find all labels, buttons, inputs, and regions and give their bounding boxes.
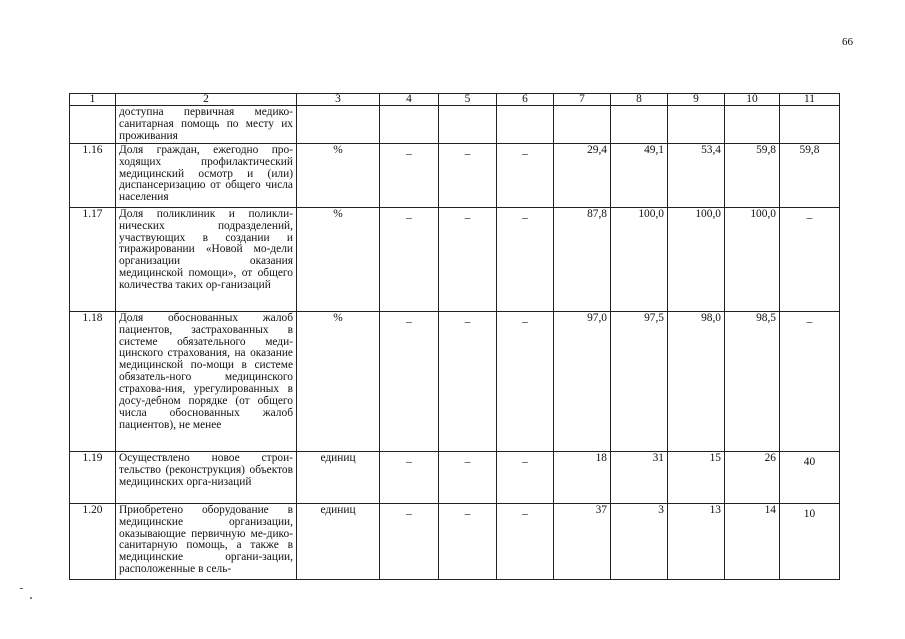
dash-mark: – — [406, 507, 412, 520]
dash-mark: – — [806, 211, 813, 224]
cell-value — [497, 106, 554, 144]
cell-value: 49,1 — [611, 143, 668, 207]
table-row — [70, 503, 840, 579]
cell-value — [725, 106, 780, 144]
cell-value — [439, 207, 497, 311]
cell-value — [497, 451, 554, 503]
indicator-code: 1.16 — [70, 143, 116, 207]
indicator-unit: % — [297, 143, 380, 207]
dash-mark: – — [406, 147, 412, 160]
dash-mark: – — [522, 147, 528, 160]
cell-value: 29,4 — [554, 143, 611, 207]
cell-value — [497, 311, 554, 451]
cell-value — [497, 503, 554, 579]
dash-mark: – — [806, 315, 813, 328]
table-row — [70, 311, 840, 451]
cell-value: 97,5 — [611, 311, 668, 451]
table-row — [70, 207, 840, 311]
cell-value — [380, 451, 439, 503]
dash-mark: 40 — [803, 455, 816, 468]
cell-value: 100,0 — [611, 207, 668, 311]
cell-value: 100,0 — [668, 207, 725, 311]
indicator-description: Осуществлено новое строи-тельство (реконструкция) объектов медицинских орга-низаций — [116, 451, 297, 503]
dash-mark: – — [522, 507, 528, 520]
indicator-description: Доля граждан, ежегодно про-ходящих профилактический медицинский осмотр и (или) диспансеризацию от общего числа населения — [116, 143, 297, 207]
cell-value — [668, 106, 725, 144]
cell-value: 59,8 — [725, 143, 780, 207]
indicator-code: 1.17 — [70, 207, 116, 311]
cell-value — [554, 106, 611, 144]
column-header: 1 — [70, 94, 116, 106]
column-header: 2 — [116, 94, 297, 106]
cell-value — [439, 503, 497, 579]
dash-mark: – — [464, 147, 471, 160]
indicator-code: 1.19 — [70, 451, 116, 503]
dash-mark: – — [406, 211, 412, 224]
indicator-description: Приобретено оборудование в медицинские организации, оказывающие первичную ме-дико-санитарную помощь, а также в медицинские органи-зации, расположенные в сель- — [116, 503, 297, 579]
cell-value: 3 — [611, 503, 668, 579]
indicators-table — [69, 93, 840, 580]
dash-mark: – — [464, 211, 471, 224]
cell-value — [611, 106, 668, 144]
cell-value — [439, 106, 497, 144]
page-number: 66 — [842, 36, 853, 48]
cell-value: 100,0 — [725, 207, 780, 311]
cell-value: 13 — [668, 503, 725, 579]
table-row — [70, 143, 840, 207]
dash-mark: – — [464, 315, 471, 328]
indicator-code — [70, 106, 116, 144]
indicator-unit — [297, 106, 380, 144]
cell-value — [439, 311, 497, 451]
cell-value — [780, 503, 840, 579]
cell-value: 18 — [554, 451, 611, 503]
scan-speck — [20, 588, 23, 589]
cell-value — [780, 311, 840, 451]
cell-value: 37 — [554, 503, 611, 579]
cell-value: 98,5 — [725, 311, 780, 451]
cell-value — [380, 143, 439, 207]
dash-mark: – — [522, 211, 528, 224]
column-header: 9 — [668, 94, 725, 106]
column-header: 4 — [380, 94, 439, 106]
dash-mark: – — [522, 315, 528, 328]
cell-value — [497, 207, 554, 311]
dash-mark: – — [406, 455, 412, 468]
cell-value — [439, 451, 497, 503]
column-header: 5 — [439, 94, 497, 106]
dash-mark: 10 — [803, 507, 816, 520]
indicator-description: Доля обоснованных жалоб пациентов, застрахованных в системе обязательного меди-цинского страхования, на оказание медицинской по-мощи в системе обязатель-ного медицинского страхова-ния, урегулированных в досу-дебном порядке (от общего числа обоснованных жалоб пациентов), не менее — [116, 311, 297, 451]
cell-value — [780, 106, 840, 144]
indicator-code: 1.20 — [70, 503, 116, 579]
cell-value — [497, 143, 554, 207]
column-header: 3 — [297, 94, 380, 106]
column-header: 8 — [611, 94, 668, 106]
dash-mark: – — [464, 455, 471, 468]
indicator-code: 1.18 — [70, 311, 116, 451]
indicator-unit: единиц — [297, 451, 380, 503]
cell-value: 97,0 — [554, 311, 611, 451]
table-row — [70, 106, 840, 144]
cell-value: 15 — [668, 451, 725, 503]
indicator-description: доступна первичная медико-санитарная помощь по месту их проживания — [116, 106, 297, 144]
cell-value: 59,8 — [780, 143, 840, 207]
cell-value: 26 — [725, 451, 780, 503]
indicator-description: Доля поликлиник и поликли-нических подразделений, участвующих в создании и тиражировании «Новой мо-дели организации оказания медицинской помощи», от общего количества таких ор-ганизаций — [116, 207, 297, 311]
cell-value — [380, 311, 439, 451]
cell-value — [380, 106, 439, 144]
dash-mark: – — [406, 315, 412, 328]
cell-value: 14 — [725, 503, 780, 579]
indicator-unit: % — [297, 311, 380, 451]
indicator-unit: % — [297, 207, 380, 311]
dash-mark: – — [522, 455, 528, 468]
column-header: 10 — [725, 94, 780, 106]
cell-value — [380, 503, 439, 579]
cell-value — [439, 143, 497, 207]
cell-value: 31 — [611, 451, 668, 503]
cell-value — [780, 451, 840, 503]
table-row — [70, 451, 840, 503]
cell-value — [780, 207, 840, 311]
indicator-unit: единиц — [297, 503, 380, 579]
column-header: 6 — [497, 94, 554, 106]
column-header: 11 — [780, 94, 840, 106]
scan-speck — [30, 597, 32, 599]
dash-mark: – — [464, 507, 471, 520]
cell-value — [380, 207, 439, 311]
cell-value: 98,0 — [668, 311, 725, 451]
column-header: 7 — [554, 94, 611, 106]
cell-value: 87,8 — [554, 207, 611, 311]
table-header-row — [70, 94, 840, 106]
cell-value: 53,4 — [668, 143, 725, 207]
